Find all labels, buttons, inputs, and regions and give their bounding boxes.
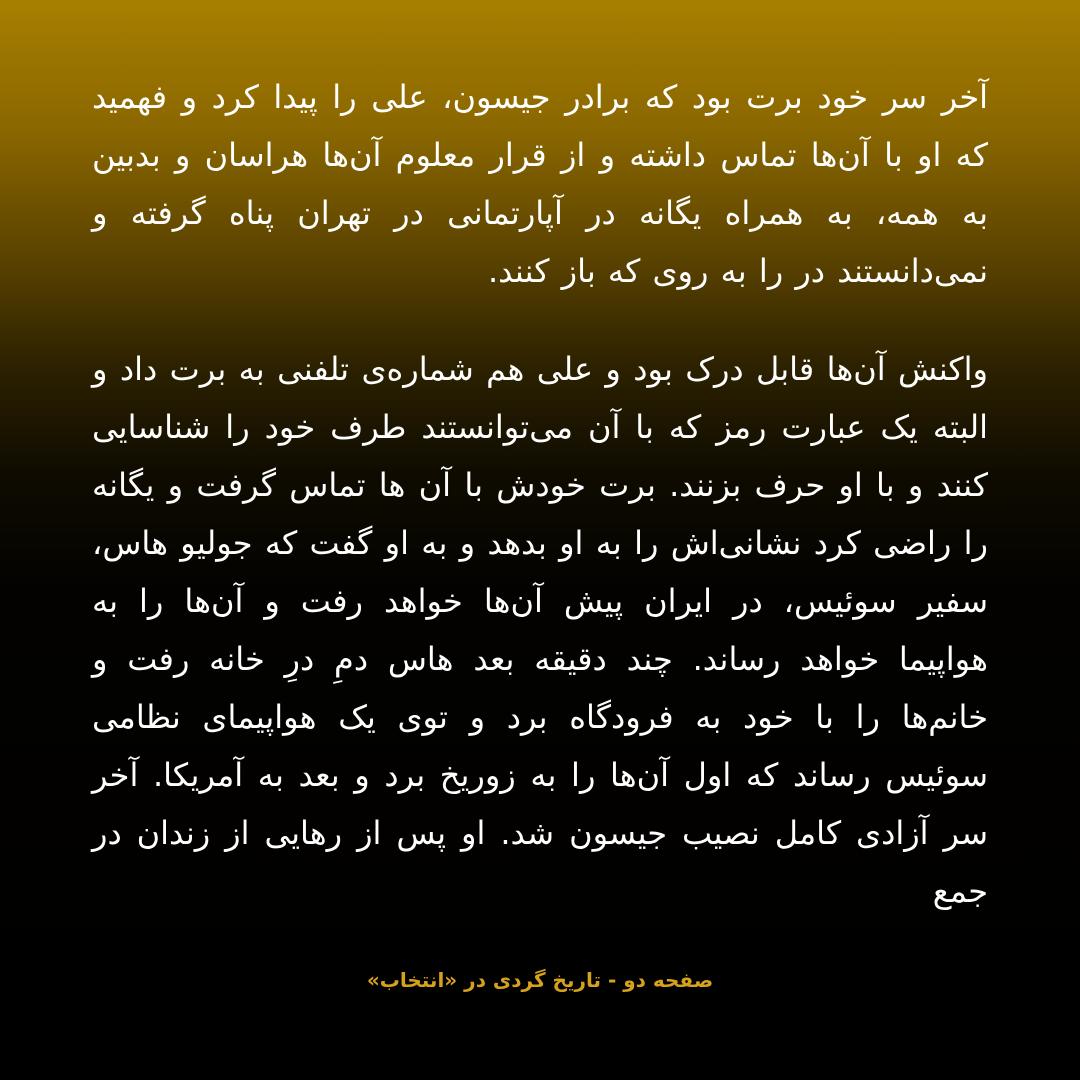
paragraph-2: واکنش آن‌ها قابل درک بود و علی هم شماره‌ی تلفنی به برت داد و البته یک عبارت رمز که با آن می‌توانستند طرف خود را شناسایی کنند و با او حرف بزنند. برت خودش با آن ها تماس گرفت و یگانه را راضی کرد نشانی‌اش را به او بدهد و به او گفت که جولیو هاس، سفیر سوئیس، در ایران پیش آن‌ها خواهد رفت و آن‌ها را به هواپیما خواهد رساند. چند دقیقه بعد هاس دمِ درِ خانه رفت و خانم‌ها را با خود به فرودگاه برد و توی یک هواپیمای نظامی سوئیس رساند که اول آن‌ها را به زوریخ برد و بعد به آمریکا. آخر سر آزادی کامل نصیب جیسون شد. او پس از رهایی از زندان در جمع	[92, 350, 988, 910]
article-body	[92, 68, 988, 920]
paragraph-1: آخر سر خود برت بود که برادر جیسون، علی را پیدا کرد و فهمید که او با آن‌ها تماس داشته و از قرار معلوم آن‌ها هراسان و بدبین به همه، به همراه یگانه در آپارتمانی در تهران پناه گرفته و نمی‌دانستند در را به روی که باز کنند.	[92, 78, 988, 290]
page-footer-caption: صفحه دو - تاریخ گردی در «انتخاب»	[366, 968, 714, 992]
